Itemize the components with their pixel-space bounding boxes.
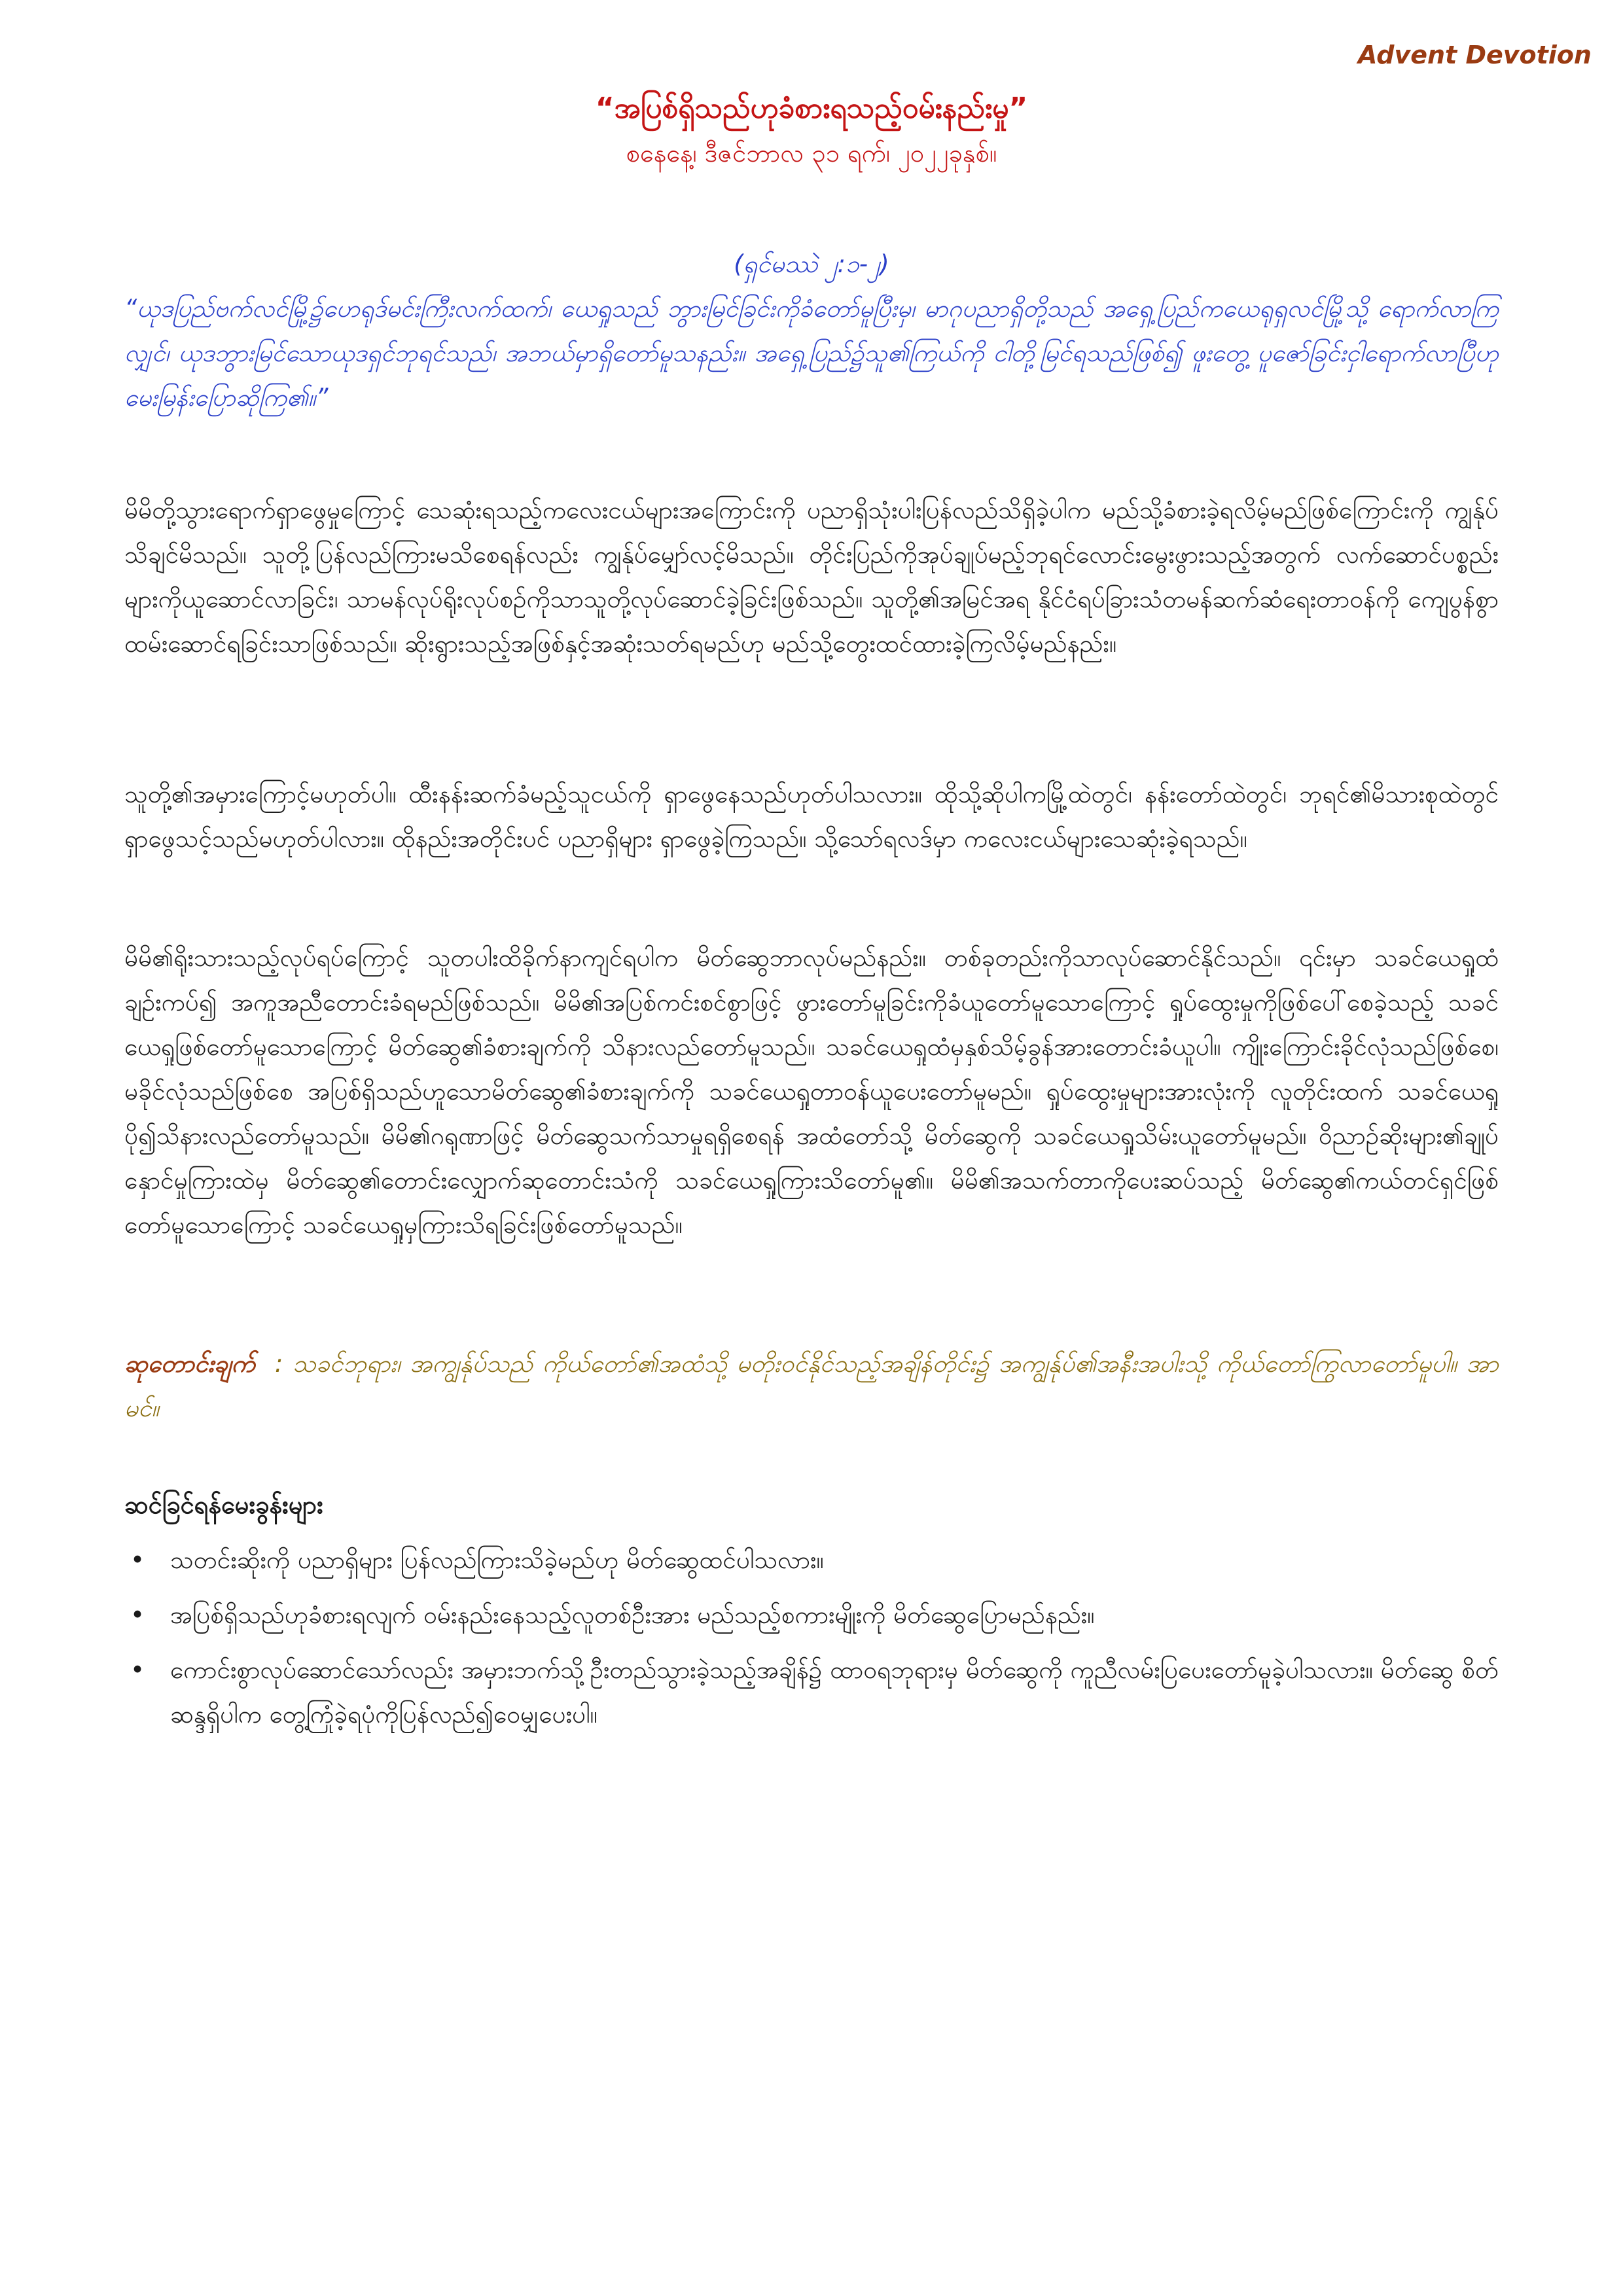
scripture-verse: “ယုဒပြည်ဗက်လင်မြို့၌ဟေရုဒ်မင်းကြီးလက်ထက်၊ ယေရှုသည် ဘွားမြင်ခြင်းကိုခံတော်မူပြီးမှ၊ မာဂုပညာရှိတို့သည် အရှေ့ပြည်ကယေရုရှလင်မြို့သို့ ရောက်လာကြလျှင်၊ ယုဒဘွားမြင်သောယုဒရှင်ဘုရင်သည်၊ အဘယ်မှာရှိတော်မူသနည်း။ အရှေ့ပြည်၌သူ၏ကြယ်ကို ငါတို့မြင်ရသည်ဖြစ်၍ ဖူးတွေ့ ပူဇော်ခြင်းငှါရောက်လာပြီဟုမေးမြန်းပြောဆိုကြ၏။” — [124, 295, 1499, 412]
question-text: ကောင်းစွာလုပ်ဆောင်သော်လည်း အမှားဘက်သို့ဦးတည်သွားခဲ့သည့်အချိန်၌ ထာဝရဘုရားမှ မိတ်ဆွေကို ကူညီလမ်းပြပေးတော်မူခဲ့ပါသလား။ မိတ်ဆွေ စိတ်ဆန္ဒရှိပါက တွေ့ကြုံခဲ့ရပုံကိုပြန်လည်၍ဝေမျှပေးပါ။ — [170, 1656, 1499, 1729]
body-paragraph-3: မိမိ၏ရိုးသားသည့်လုပ်ရပ်ကြောင့် သူတပါးထိခိုက်နာကျင်ရပါက မိတ်ဆွေဘာလုပ်မည်နည်း။ တစ်ခုတည်းကိုသာလုပ်ဆောင်နိုင်သည်။ ၎င်းမှာ သခင်ယေရှုထံချဉ်းကပ်၍ အကူအညီတောင်းခံရမည်ဖြစ်သည်။ မိမိ၏အပြစ်ကင်းစင်စွာဖြင့် ဖွားတော်မူခြင်းကိုခံယူတော်မူသောကြောင့် ရှုပ်ထွေးမှုကိုဖြစ်ပေါ်စေခဲ့သည့် သခင်ယေရှုဖြစ်တော်မူသောကြောင့် မိတ်ဆွေ၏ခံစားချက်ကို သိနားလည်တော်မူသည်။ သခင်ယေရှုထံမှနှစ်သိမ့်ခွန်အားတောင်းခံယူပါ။ ကျိုးကြောင်းခိုင်လုံသည်ဖြစ်စေ၊ မခိုင်လုံသည်ဖြစ်စေ အပြစ်ရှိသည်ဟူသောမိတ်ဆွေ၏ခံစားချက်ကို သခင်ယေရှုတာဝန်ယူပေးတော်မူမည်။ ရှုပ်ထွေးမှုများအားလုံးကို လူတိုင်းထက် သခင်ယေရှုပို၍သိနားလည်တော်မူသည်။ မိမိ၏ဂရုဏာဖြင့် မိတ်ဆွေသက်သာမှုရရှိစေရန် အထံတော်သို့ မိတ်ဆွေကို သခင်ယေရှုသိမ်းယူတော်မူမည်။ ဝိညာဉ်ဆိုးများ၏ချုပ်နှောင်မှုကြားထဲမှ မိတ်ဆွေ၏တောင်းလျှောက်ဆုတောင်းသံကို သခင်ယေရှုကြားသိတော်မူ၏။ မိမိ၏အသက်တာကိုပေးဆပ်သည့် မိတ်ဆွေ၏ကယ်တင်ရှင်ဖြစ်တော်မူသောကြောင့် သခင်ယေရှုမှကြားသိရခြင်းဖြစ်တော်မူသည်။ — [124, 944, 1499, 1239]
list-item — [124, 1648, 1499, 1737]
header-tag: Advent Devotion — [1358, 41, 1592, 69]
reflection-title: ဆင်ခြင်ရန်မေးခွန်းများ — [124, 1490, 323, 1519]
body-paragraph-1: မိမိတို့သွားရောက်ရှာဖွေမှုကြောင့် သေဆုံးရသည့်ကလေးငယ်များအကြောင်းကို ပညာရှိသုံးပါးပြန်လည်သိရှိခဲ့ပါက မည်သို့ခံစားခဲ့ရလိမ့်မည်ဖြစ်ကြောင်းကို ကျွန်ုပ်သိချင်မိသည်။ သူတို့ပြန်လည်ကြားမသိစေရန်လည်း ကျွန်ုပ်မျှော်လင့်မိသည်။ တိုင်းပြည်ကိုအုပ်ချုပ်မည့်ဘုရင်လောင်းမွေးဖွားသည့်အတွက် လက်ဆောင်ပစ္စည်းများကိုယူဆောင်လာခြင်း၊ သာမန်လုပ်ရိုးလုပ်စဉ်ကိုသာသူတို့လုပ်ဆောင်ခဲ့ခြင်းဖြစ်သည်။ သူတို့၏အမြင်အရ နိုင်ငံရပ်ခြားသံတမန်ဆက်ဆံရေးတာဝန်ကို ကျေပွန်စွာထမ်းဆောင်ရခြင်းသာဖြစ်သည်။ ဆိုးရွားသည့်အဖြစ်နှင့်အဆုံးသတ်ရမည်ဟု မည်သို့တွေးထင်ထားခဲ့ကြလိမ့်မည်နည်း။ — [124, 496, 1499, 658]
reflection-questions — [124, 1538, 1499, 1748]
list-item — [124, 1593, 1499, 1638]
scripture-reference: (ရှင်မဿဲ ၂:၁-၂) — [734, 250, 889, 278]
scripture-block — [124, 242, 1499, 420]
body-paragraph-2: သူတို့၏အမှားကြောင့်မဟုတ်ပါ။ ထီးနန်းဆက်ခံမည့်သူငယ်ကို ရှာဖွေနေသည်ဟုတ်ပါသလား။ ထိုသို့ဆိုပါကမြို့ထဲတွင်၊ နန်းတော်ထဲတွင်၊ ဘုရင်၏မိသားစုထဲတွင် ရှာဖွေသင့်သည်မဟုတ်ပါလား။ ထိုနည်းအတိုင်းပင် ပညာရှိများ ရှာဖွေခဲ့ကြသည်။ သို့သော်ရလဒ်မှာ ကလေးငယ်များသေဆုံးခဲ့ရသည်။ — [124, 780, 1499, 853]
page-date: စနေနေ့၊ ဒီဇင်ဘာလ ၃၁ ရက်၊ ၂၀၂၂ခုနှစ်။ — [626, 139, 997, 168]
list-item — [124, 1538, 1499, 1583]
question-text: အပြစ်ရှိသည်ဟုခံစားရလျက် ဝမ်းနည်းနေသည့်လူတစ်ဦးအား မည်သည့်စကားမျိုးကို မိတ်ဆွေပြောမည်နည်း။ — [170, 1601, 1095, 1629]
bullet-icon: • — [130, 1546, 145, 1574]
prayer-block — [124, 1342, 1499, 1431]
question-text: သတင်းဆိုးကို ပညာရှိများ ပြန်လည်ကြားသိခဲ့မည်ဟု မိတ်ဆွေထင်ပါသလား။ — [170, 1546, 824, 1574]
page-title: “အပြစ်ရှိသည်ဟုခံစားရသည့်ဝမ်းနည်းမှု” — [595, 92, 1028, 125]
bullet-icon: • — [130, 1656, 145, 1684]
prayer-label: ဆုတောင်းချက် — [124, 1350, 255, 1378]
prayer-text: : သခင်ဘုရား၊ အကျွန်ုပ်သည် ကိုယ်တော်၏အထံသို့ မတိုးဝင်နိုင်သည့်အချိန်တိုင်း၌ အကျွန်ုပ်၏အနီးအပါးသို့ ကိုယ်တော်ကြွလာတော်မူပါ။ အာမင်။ — [124, 1350, 1499, 1422]
bullet-icon: • — [130, 1601, 145, 1629]
